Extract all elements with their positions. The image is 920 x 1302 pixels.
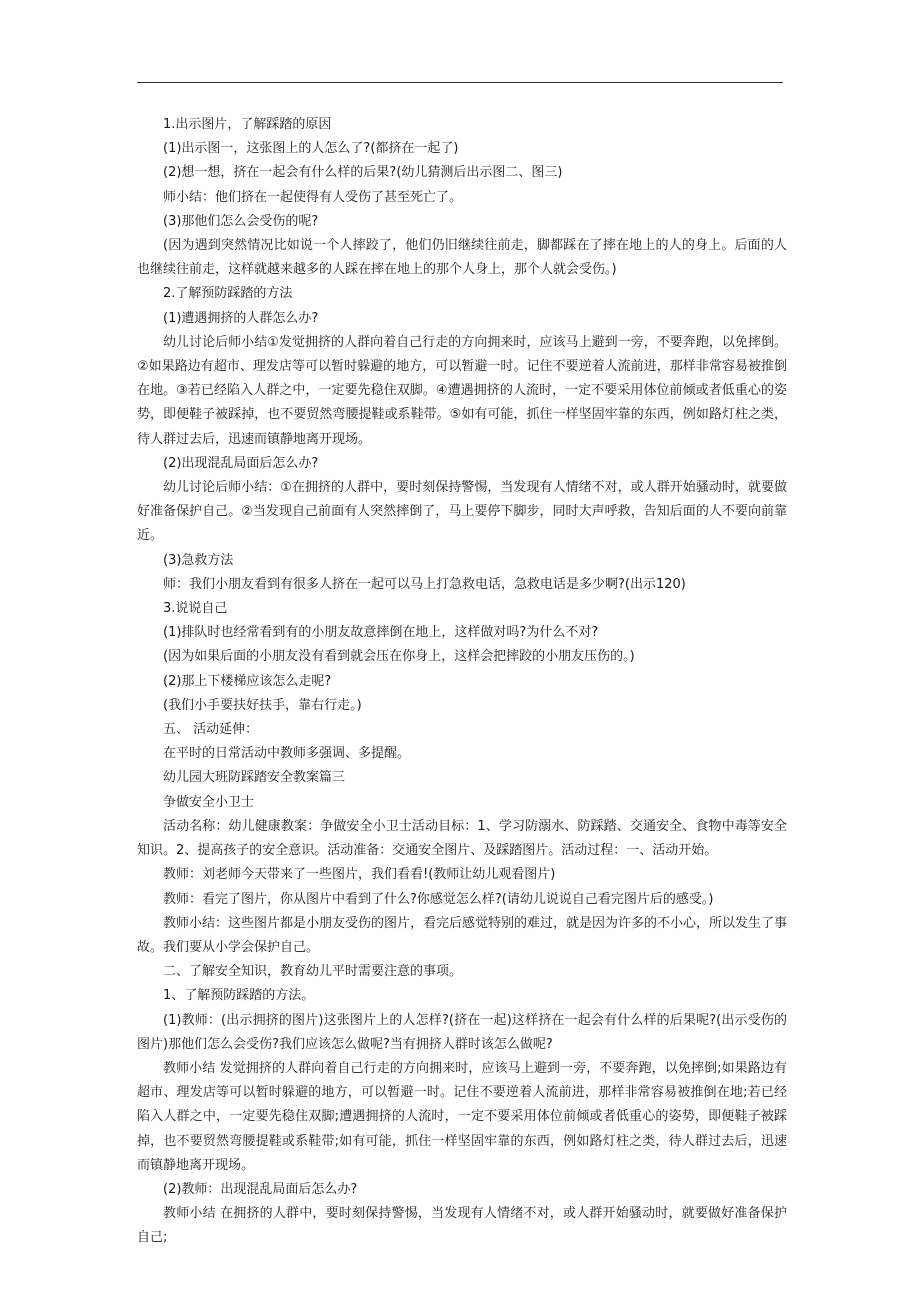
paragraph: (1)出示图一，这张图上的人怎么了?(都挤在一起了) xyxy=(163,141,459,157)
paragraph: (2)那上下楼梯应该怎么走呢? xyxy=(163,673,332,689)
paragraph: (1)教师：(出示拥挤的图片)这张图片上的人怎样?(挤在一起)这样挤在一起会有什么样的后果呢?(出示受伤的图片)那他们怎么会受伤?我们应该怎么做呢?当有拥挤人群时该怎么做呢? xyxy=(137,1012,787,1052)
paragraph: 教师：看完了图片，你从图片中看到了什么?你感觉怎么样?(请幼儿说说自己看完图片后的感受。) xyxy=(163,891,714,907)
section-heading: 1、了解预防踩踏的方法。 xyxy=(163,988,315,1004)
paragraph: (因为如果后面的小朋友没有看到就会压在你身上，这样会把摔跤的小朋友压伤的。) xyxy=(163,649,635,665)
paragraph: 幼儿讨论后师小结①发觉拥挤的人群向着自己行走的方向拥来时，应该马上避到一旁，不要奔跑，以免摔倒。②如果路边有超市、理发店等可以暂时躲避的地方，可以暂避一时。记住不要逆着人流前进，那样非常容易被推倒在地。③若已经陷入人群之中，一定要先稳住双脚。④遭遇拥挤的人流时，一定不要采用体位前倾或者低重心的姿势，即便鞋子被踩掉，也不要贸然弯腰提鞋或系鞋带。⑤如有可能，抓住一样坚固牢靠的东西，例如路灯柱之类，待人群过去后，迅速而镇静地离开现场。 xyxy=(137,334,787,447)
paragraph: (2)教师：出现混乱局面后怎么办? xyxy=(163,1181,358,1197)
paragraph: (1)排队时也经常看到有的小朋友故意摔倒在地上，这样做对吗?为什么不对? xyxy=(163,625,599,641)
paragraph: 教师小结 发觉拥挤的人群向着自己行走的方向拥来时，应该马上避到一旁，不要奔跑，以免摔倒;如果路边有超市、理发店等可以暂时躲避的地方，可以暂避一时。记住不要逆着人流前进，那样非常容易被推倒在地;若已经陷入人群之中，一定要先稳住双脚;遭遇拥挤的人流时，一定不要采用体位前倾或者低重心的姿势，即便鞋子被踩掉，也不要贸然弯腰提鞋或系鞋带;如有可能，抓住一样坚固牢靠的东西，例如路灯柱之类，待人群过去后，迅速而镇静地离开现场。 xyxy=(137,1060,787,1173)
section-heading: 1.出示图片，了解踩踏的原因 xyxy=(163,117,332,132)
paragraph: (3)急救方法 xyxy=(163,552,234,568)
section-title: 幼儿园大班防踩踏安全教案篇三 xyxy=(163,770,346,786)
paragraph: (我们小手要扶好扶手，靠右行走。) xyxy=(163,697,362,713)
document-body xyxy=(137,113,787,1251)
paragraph: (1)遭遇拥挤的人群怎么办? xyxy=(163,310,319,326)
section-heading: 2.了解预防踩踏的方法 xyxy=(163,286,293,302)
paragraph: (因为遇到突然情况比如说一个人摔跤了，他们仍旧继续往前走，脚都踩在了摔在地上的人的身上。后面的人也继续往前走，这样就越来越多的人踩在摔在地上的那个人身上，那个人就会受伤。) xyxy=(137,238,787,278)
paragraph: (2)出现混乱局面后怎么办? xyxy=(163,455,319,471)
section-heading: 3.说说自己 xyxy=(163,601,228,617)
section-title: 争做安全小卫士 xyxy=(163,794,255,810)
paragraph: 教师：刘老师今天带来了一些图片，我们看看!(教师让幼儿观看图片) xyxy=(163,867,556,883)
paragraph: 师：我们小朋友看到有很多人挤在一起可以马上打急救电话，急救电话是多少啊?(出示120) xyxy=(163,576,686,592)
paragraph: 教师小结：这些图片都是小朋友受伤的图片，看完后感觉特别的难过，就是因为许多的不小心，所以发生了事故。我们要从小学会保护自己。 xyxy=(137,915,788,955)
paragraph: 教师小结 在拥挤的人群中，要时刻保持警惕，当发现有人情绪不对，或人群开始骚动时，就要做好准备保护自己; xyxy=(137,1206,787,1246)
paragraph: 活动名称：幼儿健康教案：争做安全小卫士活动目标：1、学习防溺水、防踩踏、交通安全、食物中毒等安全知识。2、提高孩子的安全意识。活动准备：交通安全图片、及踩踏图片。活动过程：一、活动开始。 xyxy=(137,818,787,859)
paragraph: 在平时的日常活动中教师多强调、多提醒。 xyxy=(163,746,411,762)
paragraph: (2)想一想，挤在一起会有什么样的后果?(幼儿猜测后出示图二、图三) xyxy=(163,165,563,181)
section-heading: 五、 活动延伸： xyxy=(163,722,259,738)
paragraph: 师小结：他们挤在一起使得有人受伤了甚至死亡了。 xyxy=(163,189,463,205)
section-heading: 二、了解安全知识，教育幼儿平时需要注意的事项。 xyxy=(163,964,463,980)
paragraph: 幼儿讨论后师小结：①在拥挤的人群中，要时刻保持警惕，当发现有人情绪不对，或人群开始骚动时，就要做好准备保护自己。②当发现自己前面有人突然摔倒了，马上要停下脚步，同时大声呼救，告知后面的人不要向前靠近。 xyxy=(137,480,787,544)
header-rule xyxy=(137,82,783,83)
paragraph: (3)那他们怎么会受伤的呢? xyxy=(163,213,319,229)
